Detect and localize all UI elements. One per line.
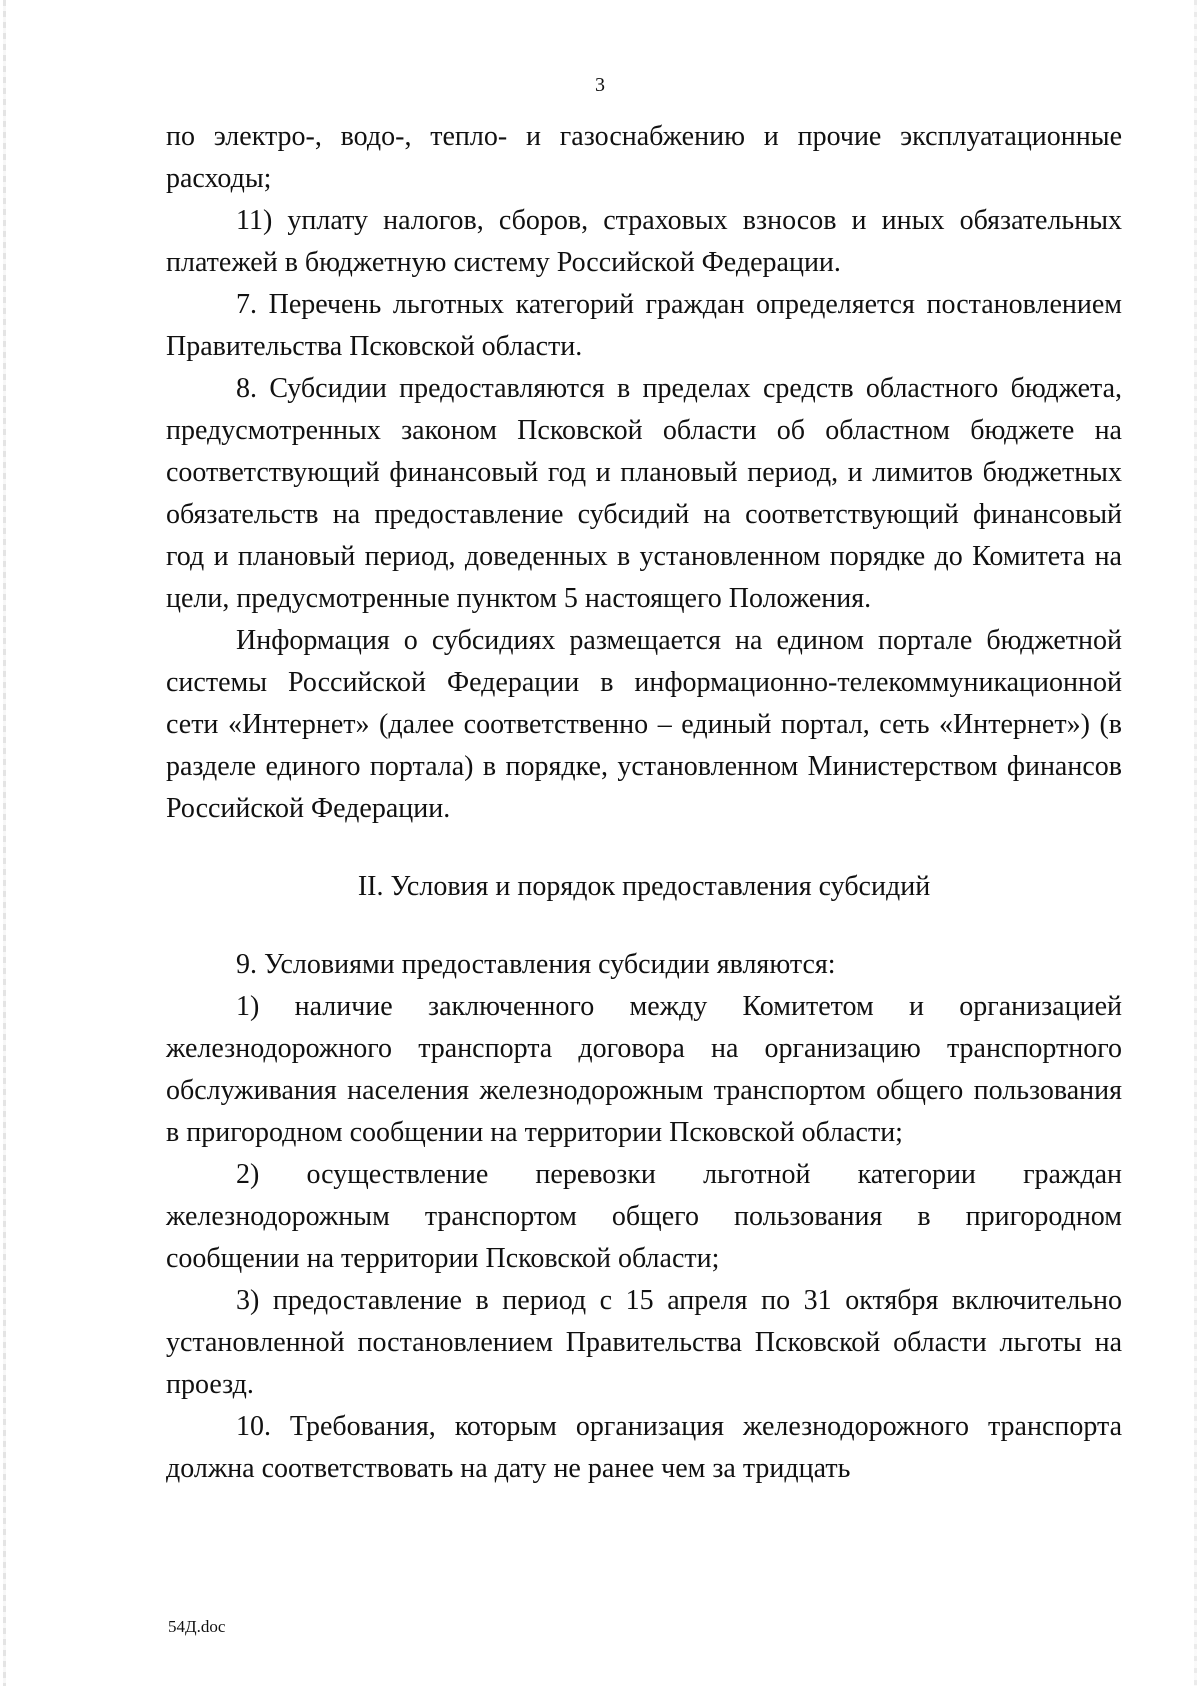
section-heading: II. Условия и порядок предоставления субсидий xyxy=(357,871,931,902)
paragraph-8: 8. Субсидии предоставляются в пределах средств областного бюджета, предусмотренных законом Псковской области об областном бюджете на соответствующий финансовый год и плановый период, и лимитов бюджетных обязательств на предоставление субсидий на соответствующий финансовый год и плановый период, доведенных в установленном порядке до Комитета на цели, предусмотренные пунктом 5 настоящего Положения. xyxy=(166,373,1122,614)
scan-edge-left xyxy=(3,0,6,1686)
paragraph-9-item-1: 1) наличие заключенного между Комитетом и организацией железнодорожного транспорта договора на организацию транспортного обслуживания населения железнодорожным транспортом общего пользования в пригородном сообщении на территории Псковской области; xyxy=(166,991,1122,1148)
page-number: 3 xyxy=(595,74,605,96)
paragraph-continuation: по электро-, водо-, тепло- и газоснабжению и прочие эксплуатационные расходы; xyxy=(166,121,1122,194)
document-filename: 54Д.doc xyxy=(168,1617,226,1636)
document-body xyxy=(166,116,1122,1490)
paragraph-9-item-2: 2) осуществление перевозки льготной категории граждан железнодорожным транспортом общего пользования в пригородном сообщении на территории Псковской области; xyxy=(166,1159,1122,1274)
scan-edge-right xyxy=(1194,0,1197,1686)
paragraph-item-11: 11) уплату налогов, сборов, страховых взносов и иных обязательных платежей в бюджетную систему Российской Федерации. xyxy=(166,205,1122,278)
paragraph-7: 7. Перечень льготных категорий граждан определяется постановлением Правительства Псковской области. xyxy=(166,289,1122,362)
paragraph-9-item-3: 3) предоставление в период с 15 апреля по 31 октября включительно установленной постановлением Правительства Псковской области льготы на проезд. xyxy=(166,1285,1122,1400)
paragraph-10: 10. Требования, которым организация железнодорожного транспорта должна соответствовать на дату не ранее чем за тридцать xyxy=(166,1411,1122,1484)
paragraph-information: Информация о субсидиях размещается на едином портале бюджетной системы Российской Федерации в информационно-телекоммуникационной сети «Интернет» (далее соответственно – единый портал, сеть «Интернет») (в разделе единого портала) в порядке, установленном Министерством финансов Российской Федерации. xyxy=(166,625,1122,824)
paragraph-9: 9. Условиями предоставления субсидии являются: xyxy=(236,949,836,980)
